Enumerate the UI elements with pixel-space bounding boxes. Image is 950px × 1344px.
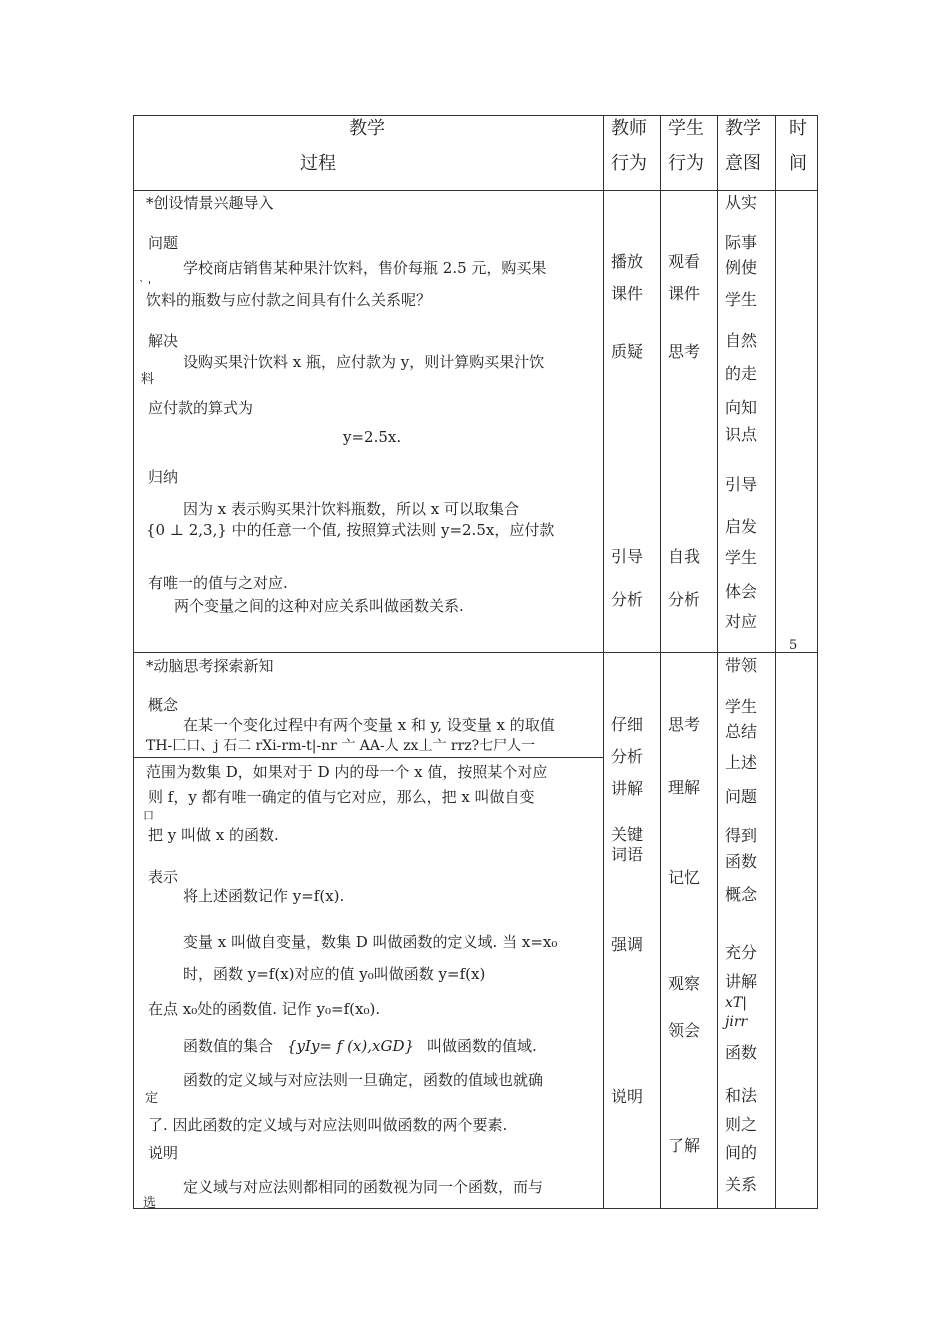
summary-line3: 有唯一的值与之对应. — [148, 574, 288, 592]
s2-intent-16: 间的 — [725, 1143, 758, 1162]
s1-intent-11: 学生 — [725, 548, 758, 567]
header-teacher-line2: 行为 — [611, 153, 647, 174]
s2-intent-8: 概念 — [725, 885, 758, 904]
s2-intent-1: 带领 — [725, 656, 758, 675]
s2-student-6: 了解 — [668, 1136, 701, 1155]
s1-student-5: 分析 — [668, 590, 701, 609]
s1-time: 5 — [789, 638, 798, 653]
s1-intent-8: 识点 — [725, 425, 758, 444]
s1-intent-10: 启发 — [725, 517, 758, 536]
table-right-border — [817, 115, 818, 1209]
section1-title: *创设情景兴趣导入 — [146, 194, 274, 212]
summary-label: 归纳 — [148, 468, 179, 486]
concept-line1: 在某一个变化过程中有两个变量 x 和 y, 设变量 x 的取值 — [183, 716, 555, 734]
s2-intent-2: 学生 — [725, 697, 758, 716]
s1-intent-3: 例使 — [725, 258, 758, 277]
s1-intent-12: 体会 — [725, 582, 758, 601]
s2-student-5: 领会 — [668, 1021, 701, 1040]
header-process-line1: 教学 — [349, 118, 385, 139]
s2-student-2: 理解 — [668, 778, 701, 797]
repr-label: 表示 — [148, 868, 179, 886]
header-process-line2: 过程 — [300, 153, 336, 174]
s1-teacher-2: 课件 — [611, 284, 644, 303]
repr-line4: 在点 x₀处的函数值. 记作 y₀=f(x₀). — [148, 1000, 381, 1018]
concept-label: 概念 — [148, 696, 179, 714]
col-divider-time — [775, 115, 776, 1209]
solve-line1: 设购买果汁饮料 x 瓶，应付款为 y，则计算购买果汁饮 — [183, 353, 545, 371]
concept-line4: 把 y 叫做 x 的函数. — [148, 826, 279, 844]
s2-intent-10: 讲解 — [725, 972, 758, 991]
s2-teacher-2: 分析 — [611, 747, 644, 766]
s2-intent-15: 则之 — [725, 1115, 758, 1134]
problem-line2: 饮料的瓶数与应付款之间具有什么关系呢？ — [146, 291, 432, 309]
repr-line2: 变量 x 叫做自变量，数集 D 叫做函数的定义域. 当 x=x₀ — [183, 933, 558, 951]
note-label: 说明 — [148, 1144, 179, 1162]
solve-line2: 应付款的算式为 — [148, 399, 254, 417]
repr-line6-tail: 定 — [145, 1091, 159, 1106]
s2-intent-12: jirr — [725, 1014, 748, 1030]
col-divider-student — [660, 115, 661, 1209]
s2-intent-7: 函数 — [725, 852, 758, 871]
s2-intent-3: 总结 — [725, 722, 758, 741]
repr-line6: 函数的定义域与对应法则一旦确定，函数的值域也就确 — [183, 1071, 544, 1089]
s1-student-4: 自我 — [668, 547, 701, 566]
header-time-line1: 时 — [789, 118, 807, 139]
s2-teacher-4: 关键 — [611, 825, 644, 844]
s1-teacher-1: 播放 — [611, 252, 644, 271]
s1-teacher-5: 分析 — [611, 590, 644, 609]
s1-intent-2: 际事 — [725, 233, 758, 252]
s1-intent-1: 从实 — [725, 193, 758, 212]
s2-intent-13: 函数 — [725, 1043, 758, 1062]
header-time-line2: 间 — [789, 153, 807, 174]
concept-line3: 则 f，y 都有唯一确定的值与它对应，那么，把 x 叫做自变 — [148, 788, 535, 806]
value-set-formula: {yIy= f (x),xGD} — [287, 1037, 415, 1055]
s1-intent-6: 的走 — [725, 364, 758, 383]
s2-teacher-3: 讲解 — [611, 779, 644, 798]
s2-intent-14: 和法 — [725, 1086, 758, 1105]
summary-line1: 因为 x 表示购买果汁饮料瓶数，所以 x 可以取集合 — [183, 500, 519, 518]
table-bottom-border — [133, 1208, 818, 1209]
s2-teacher-1: 仔细 — [611, 715, 644, 734]
concept-garbled: TH-匚口、j 石二 rXi-rm-t|-nr 亠 AA-人 zx丄亠 rrz?七尸人一 — [146, 738, 536, 754]
note-line1-tail: 选 — [143, 1196, 157, 1211]
col-divider-intent — [717, 115, 718, 1209]
concept-line2: 范围为数集 D，如果对于 D 内的母一个 x 值，按照某个对应 — [146, 763, 548, 781]
s1-student-2: 课件 — [668, 284, 701, 303]
header-intent-line2: 意图 — [725, 153, 761, 174]
s2-teacher-5: 词语 — [611, 845, 644, 864]
s1-intent-9: 引导 — [725, 475, 758, 494]
header-student-line2: 行为 — [668, 153, 704, 174]
repr-line1: 将上述函数记作 y=f(x). — [183, 887, 345, 905]
repr-line5c: 叫做函数的值域. — [427, 1037, 537, 1055]
problem-mark: ` ' — [139, 279, 152, 292]
solve-formula: y=2.5x. — [343, 428, 402, 446]
problem-line1: 学校商店销售某种果汁饮料，售价每瓶 2.5 元，购买果 — [183, 259, 547, 277]
s2-intent-6: 得到 — [725, 826, 758, 845]
repr-line3: 时，函数 y=f(x)对应的值 y₀叫做函数 y=f(x) — [183, 965, 486, 983]
s2-intent-11: xT| — [725, 995, 747, 1011]
header-bottom-border — [133, 190, 818, 191]
problem-label: 问题 — [148, 234, 179, 252]
solve-label: 解决 — [148, 332, 179, 350]
summary-line2: {0 ⊥ 2,3,} 中的任意一个值, 按照算式法则 y=2.5x，应付款 — [146, 521, 555, 539]
s2-student-4: 观察 — [668, 974, 701, 993]
summary-line4: 两个变量之间的这种对应关系叫做函数关系. — [174, 597, 464, 615]
s1-teacher-4: 引导 — [611, 547, 644, 566]
solve-line1-tail: 料 — [141, 372, 155, 387]
table-left-border — [133, 115, 134, 1209]
section1-bottom-border — [133, 652, 818, 653]
header-student-line1: 学生 — [668, 118, 704, 139]
s2-teacher-7: 说明 — [611, 1087, 644, 1106]
inner-process-divider — [133, 757, 603, 758]
s1-student-1: 观看 — [668, 252, 701, 271]
s1-intent-7: 向知 — [725, 398, 758, 417]
s2-intent-9: 充分 — [725, 943, 758, 962]
s1-teacher-3: 质疑 — [611, 342, 644, 361]
repr-line5a: 函数值的集合 — [183, 1037, 274, 1055]
repr-line7: 了. 因此函数的定义域与对应法则叫做函数的两个要素. — [148, 1116, 508, 1134]
s1-student-3: 思考 — [668, 342, 701, 361]
s2-intent-4: 上述 — [725, 753, 758, 772]
note-line1: 定义域与对应法则都相同的函数视为同一个函数，而与 — [183, 1178, 544, 1196]
s2-teacher-6: 强调 — [611, 935, 644, 954]
header-teacher-line1: 教师 — [611, 118, 647, 139]
s1-intent-13: 对应 — [725, 612, 758, 631]
s2-student-1: 思考 — [668, 715, 701, 734]
section2-title: *动脑思考探索新知 — [146, 657, 274, 675]
table-top-border — [133, 115, 818, 116]
col-divider-teacher — [603, 115, 604, 1209]
s2-student-3: 记忆 — [668, 868, 701, 887]
concept-line3-mark: 口 — [143, 809, 154, 822]
s2-intent-17: 关系 — [725, 1175, 758, 1194]
s2-intent-5: 问题 — [725, 787, 758, 806]
s1-intent-5: 自然 — [725, 331, 758, 350]
header-intent-line1: 教学 — [725, 118, 761, 139]
s1-intent-4: 学生 — [725, 290, 758, 309]
